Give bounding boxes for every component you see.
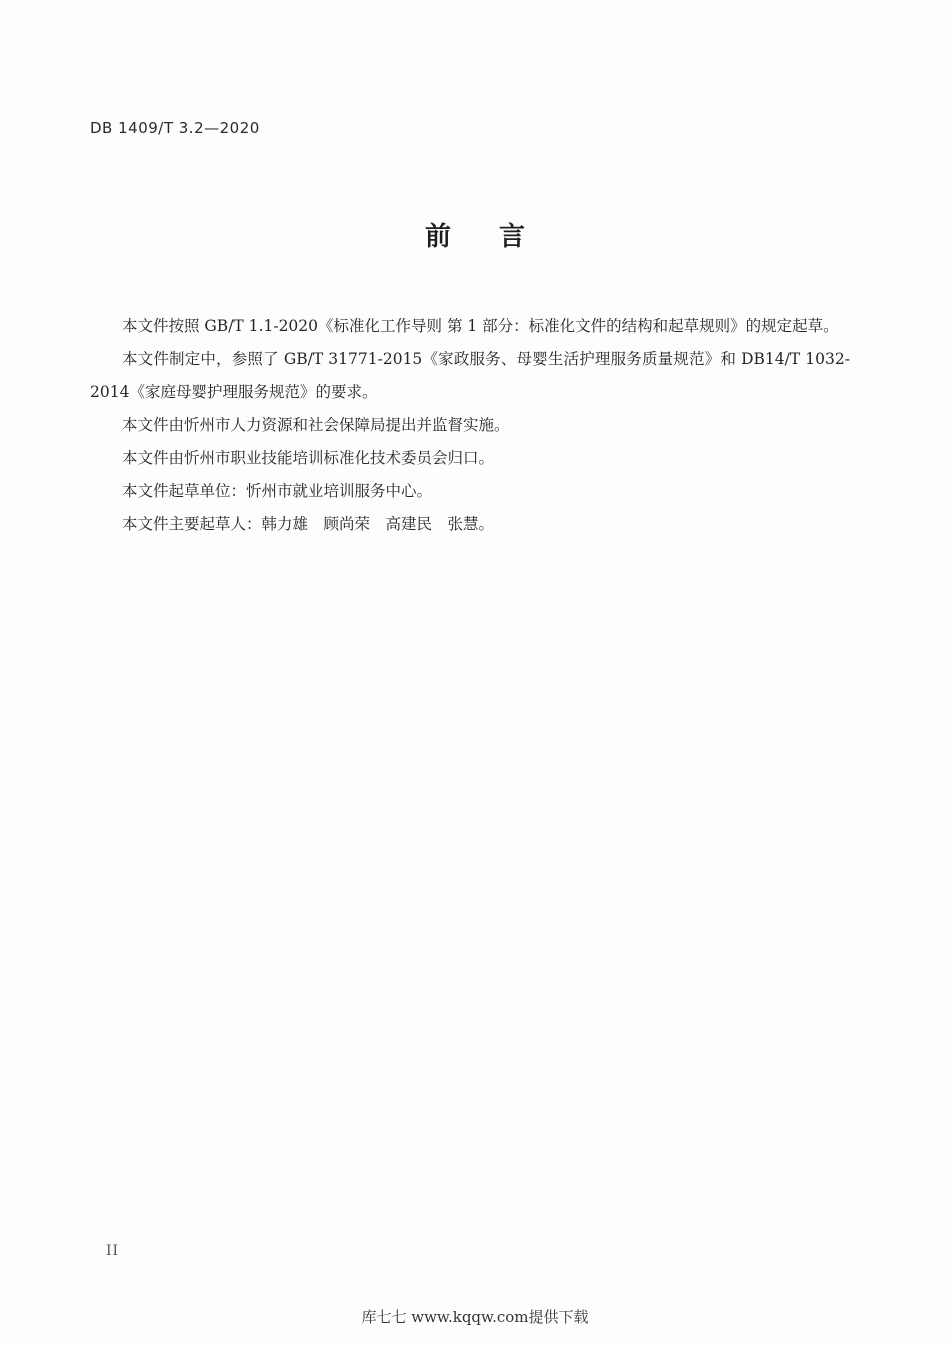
paragraph: 本文件由忻州市人力资源和社会保障局提出并监督实施。 (122, 416, 510, 434)
page-title: 前言 (424, 222, 573, 252)
page-number: II (106, 1243, 120, 1259)
paragraph: 本文件主要起草人：韩力雄 顾尚荣 高建民 张慧。 (122, 515, 495, 533)
paragraph: 本文件由忻州市职业技能培训标准化技术委员会归口。 (122, 449, 495, 467)
download-source-note: 库七七 www.kqqw.com提供下载 (361, 1308, 589, 1326)
paragraph: 本文件起草单位：忻州市就业培训服务中心。 (122, 482, 433, 500)
standard-code: DB 1409/T 3.2—2020 (90, 119, 260, 137)
foreword-body (90, 310, 850, 541)
paragraph: 本文件制定中，参照了 GB/T 31771-2015《家政服务、母婴生活护理服务质量规范》和 DB14/T 1032-2014《家庭母婴护理服务规范》的要求。 (90, 350, 850, 401)
paragraph: 本文件按照 GB/T 1.1-2020《标准化工作导则 第 1 部分：标准化文件的结构和起草规则》的规定起草。 (122, 317, 839, 335)
